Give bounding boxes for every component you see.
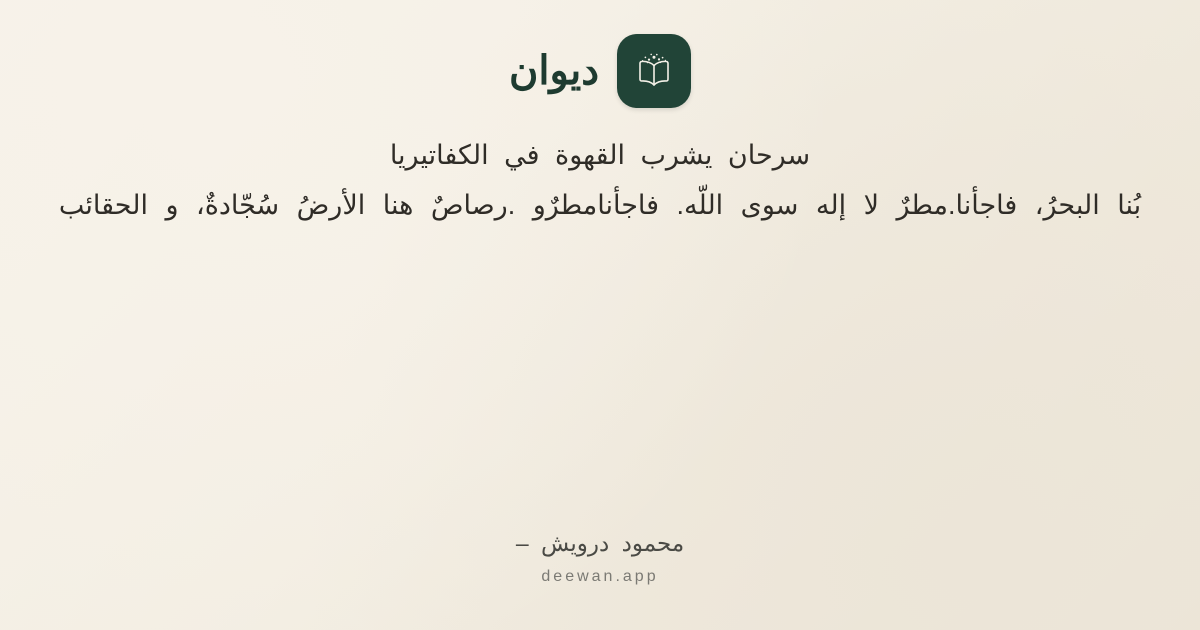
open-book-icon [632, 51, 676, 91]
site-url: deewan.app [541, 568, 659, 585]
card-footer [0, 530, 1200, 586]
brand-name: ديوان [508, 49, 600, 93]
app-logo [617, 34, 691, 108]
poet-attribution: محمود درويش – [515, 530, 685, 556]
poem-line: بُنا البحرُ، فاجأنا.مطرٌ لا إله سوى اللّه. فاجأنامطرٌو .رصاصٌ هنا الأرضُ سُجّادةٌ، و الحقائب [58, 190, 1142, 220]
poem-line: سرحان يشرب القهوة في الكفاتيريا [389, 140, 811, 170]
brand [509, 34, 691, 108]
poem-body [0, 130, 1200, 230]
